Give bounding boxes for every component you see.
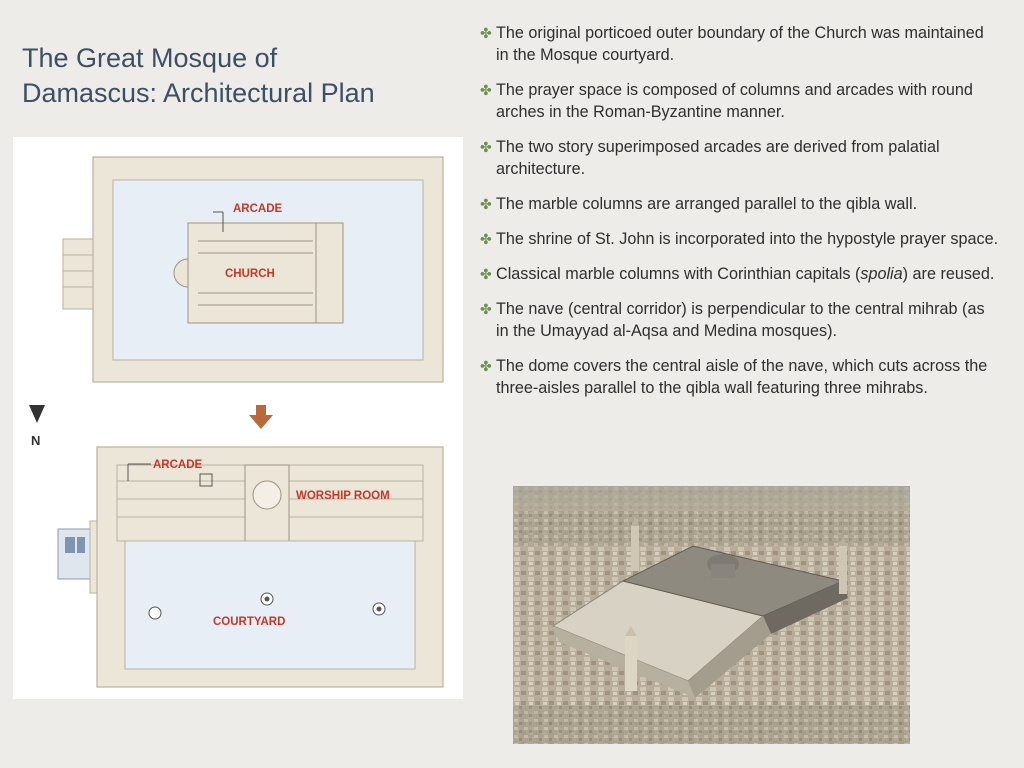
label-worship-room: WORSHIP ROOM	[296, 490, 390, 502]
label-arcade-top: ARCADE	[233, 203, 283, 215]
church-plan	[63, 157, 443, 382]
bullet-item	[480, 193, 1000, 215]
bullet-text: Classical marble columns with Corinthian capitals (	[496, 265, 861, 283]
bullet-list	[480, 22, 1000, 399]
bullet-icon: ✤	[480, 301, 492, 317]
label-church: CHURCH	[225, 268, 275, 280]
bullet-text: The two story superimposed arcades are derived from palatial architecture.	[496, 138, 940, 178]
bullet-icon: ✤	[480, 358, 492, 374]
mosque-plan	[58, 447, 443, 687]
bullet-item	[480, 355, 1000, 399]
bullet-text: The prayer space is composed of columns and arcades with round arches in the Roman-Byzantine manner.	[496, 81, 973, 121]
slide-title	[22, 41, 442, 111]
title-line-2: Damascus: Architectural Plan	[22, 78, 375, 108]
bullet-text: The original porticoed outer boundary of the Church was maintained in the Mosque courtyard.	[496, 24, 984, 64]
bullet-item	[480, 79, 1000, 123]
bullet-icon: ✤	[480, 139, 492, 155]
bullet-text: The nave (central corridor) is perpendicular to the central mihrab (as in the Umayyad al-Aqsa and Medina mosques).	[496, 300, 985, 340]
bullet-icon: ✤	[480, 196, 492, 212]
bullet-text: The dome covers the central aisle of the nave, which cuts across the three-aisles parallel to the qibla wall featuring three mihrabs.	[496, 357, 988, 397]
bullet-emphasis: spolia	[860, 265, 903, 283]
bullet-item	[480, 22, 1000, 66]
title-line-1: The Great Mosque of	[22, 43, 278, 73]
bullet-icon: ✤	[480, 231, 492, 247]
bullet-text: ) are reused.	[902, 265, 995, 283]
down-arrow-icon	[249, 405, 273, 429]
north-label: N	[31, 433, 41, 448]
bullet-icon: ✤	[480, 82, 492, 98]
north-arrow-icon	[29, 405, 45, 423]
bullet-icon: ✤	[480, 266, 492, 282]
architectural-plan	[13, 137, 463, 699]
bullet-icon: ✤	[480, 25, 492, 41]
label-courtyard: COURTYARD	[213, 616, 286, 628]
bullet-item	[480, 298, 1000, 342]
bullet-item	[480, 228, 1000, 250]
label-arcade-bottom: ARCADE	[153, 459, 203, 471]
bullet-item	[480, 136, 1000, 180]
aerial-photo	[513, 486, 910, 744]
bullet-item	[480, 263, 1000, 285]
bullet-text: The shrine of St. John is incorporated into the hypostyle prayer space.	[496, 230, 999, 248]
bullet-text: The marble columns are arranged parallel to the qibla wall.	[496, 195, 918, 213]
